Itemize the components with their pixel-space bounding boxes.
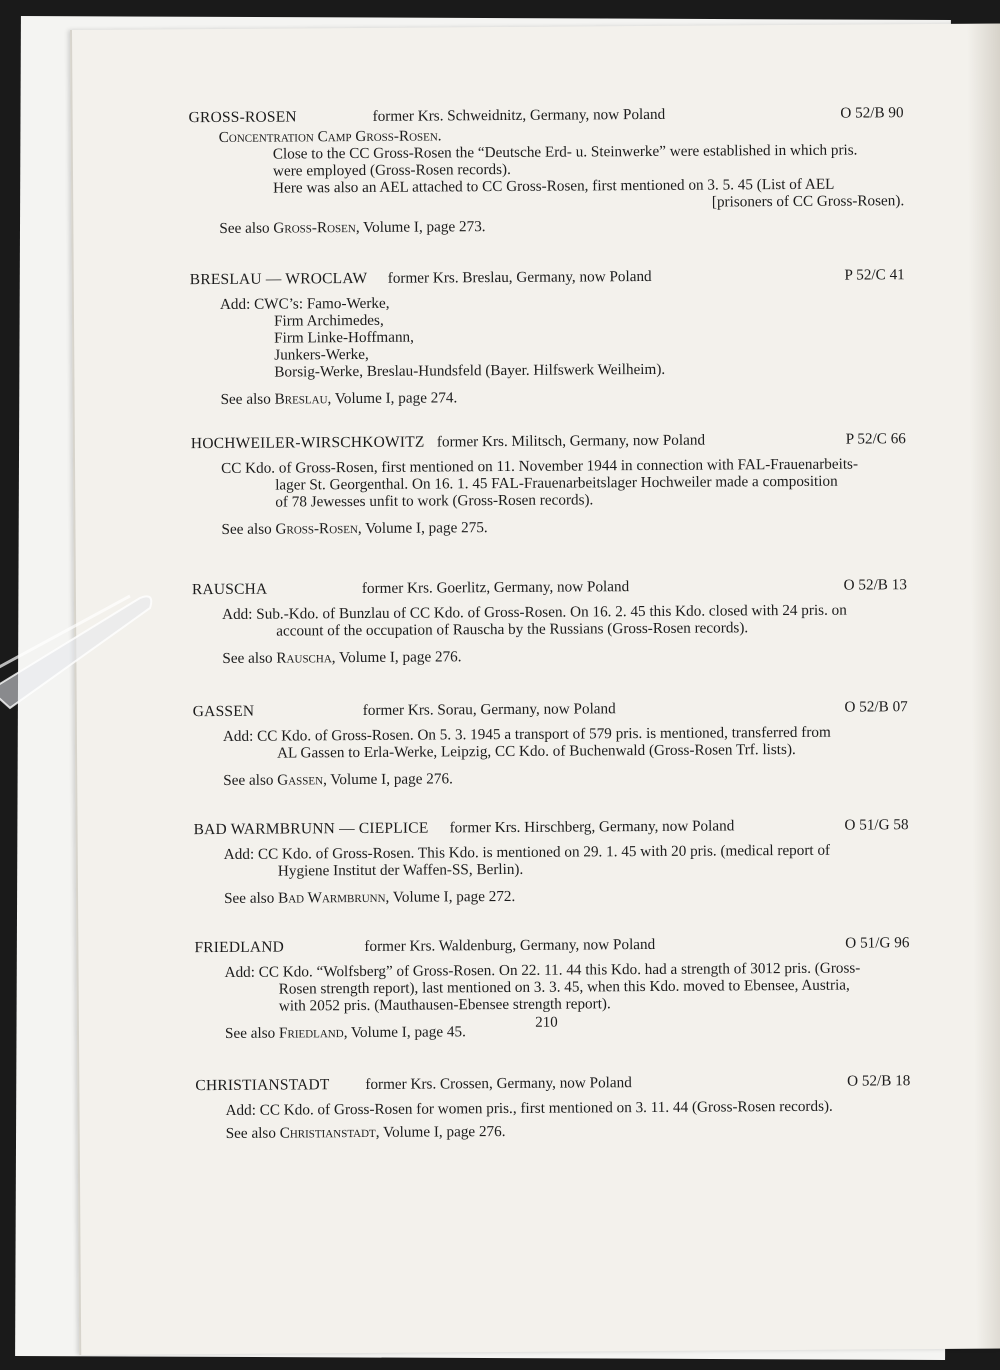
see-also-ref: , Volume I, page 275. xyxy=(357,519,488,538)
entry-description: former Krs. Crossen, Germany, now Poland xyxy=(365,1074,632,1093)
entry-text-line: Add: CC Kdo. of Gross-Rosen. On 5. 3. 1945 a transport of 579 pris. is mentioned, transferred from xyxy=(222,723,831,745)
entry-gross-rosen xyxy=(189,104,905,237)
see-also-prefix: See also xyxy=(225,1124,276,1142)
entry-text-line: CC Kdo. of Gross-Rosen, first mentioned on 11. November 1944 in connection with FAL-Frauenarbeits- xyxy=(221,455,859,477)
see-also-place: Christianstadt xyxy=(279,1123,376,1142)
entry-breslau xyxy=(190,266,906,408)
see-also xyxy=(194,885,909,907)
entry-text-line: Firm Archimedes, xyxy=(273,311,384,330)
entry-text-line: lager St. Georgenthal. On 16. 1. 45 FAL-Frauenarbeitslager Hochweiler made a composition xyxy=(275,472,838,494)
see-also-place: Bad Warmbrunn xyxy=(278,888,386,907)
entry-code: O 52/B 13 xyxy=(843,576,907,594)
see-also xyxy=(191,386,906,408)
entry-text-line: AL Gassen to Erla-Werke, Leipzig, CC Kdo. of Buchenwald (Gross-Rosen Trf. lists). xyxy=(276,740,796,762)
document-page xyxy=(70,23,1000,1355)
see-also-prefix: See also xyxy=(220,390,271,408)
entry-description: former Krs. Militsch, Germany, now Poland xyxy=(436,431,706,451)
see-also-ref: , Volume I, page 274. xyxy=(327,389,458,408)
see-also-ref: , Volume I, page 273. xyxy=(355,218,486,237)
see-also-ref: , Volume I, page 276. xyxy=(322,770,453,789)
page-number: 210 xyxy=(535,1014,558,1031)
entry-description: former Krs. Hirschberg, Germany, now Poland xyxy=(449,817,735,837)
see-also xyxy=(189,215,904,237)
entry-text-line: Hygiene Institut der Waffen-SS, Berlin). xyxy=(277,860,524,880)
entry-text-line: Junkers-Werke, xyxy=(274,345,369,364)
see-also-prefix: See also xyxy=(224,1024,276,1042)
entry-code: P 52/C 41 xyxy=(844,266,905,284)
entry-place: GASSEN xyxy=(192,702,255,721)
entry-place: FRIEDLAND xyxy=(194,938,285,957)
entry-place: GROSS-ROSEN xyxy=(188,108,297,127)
entry-text-line: of 78 Jewesses unfit to work (Gross-Rosen records). xyxy=(275,491,594,511)
entry-description: former Krs. Sorau, Germany, now Poland xyxy=(362,700,616,719)
entry-place: HOCHWEILER-WIRSCHKOWITZ xyxy=(190,433,425,453)
see-also-place: Gassen xyxy=(277,771,324,789)
entry-text-line: Here was also an AEL attached to CC Gross-Rosen, first mentioned on 3. 5. 45 (List of AEL xyxy=(273,175,835,197)
see-also-prefix: See also xyxy=(219,219,270,237)
see-also-place: Gross-Rosen xyxy=(275,520,358,538)
see-also xyxy=(192,645,907,667)
entry-text-line: with 2052 pris. (Mauthausen-Ebensee strength report). xyxy=(278,995,611,1015)
entry-rauscha xyxy=(192,576,908,667)
see-also-place: Breslau xyxy=(274,390,328,408)
entry-text-line: account of the occupation of Rauscha by the Russians (Gross-Rosen records). xyxy=(276,619,749,640)
see-also-place: Gross-Rosen xyxy=(273,219,356,237)
entry-text-line: Close to the CC Gross-Rosen the “Deutsche Erd- u. Steinwerke” were established in which pris. xyxy=(272,141,858,163)
entry-description: former Krs. Schweidnitz, Germany, now Poland xyxy=(372,105,666,125)
entry-text-line: Add: Sub.-Kdo. of Bunzlau of CC Kdo. of Gross-Rosen. On 16. 2. 45 this Kdo. closed with 24 pris. on xyxy=(222,601,847,623)
entry-bad-warmbrunn xyxy=(194,816,910,907)
see-also-place: Friedland xyxy=(278,1024,344,1042)
entry-hochweiler xyxy=(191,430,907,538)
entry-code: O 51/G 96 xyxy=(845,934,910,952)
entry-text-line: Add: CC Kdo. of Gross-Rosen. This Kdo. is mentioned on 29. 1. 45 with 20 pris. (medical report of xyxy=(223,841,831,863)
entry-description: former Krs. Goerlitz, Germany, now Poland xyxy=(361,578,630,597)
see-also xyxy=(191,516,906,538)
entry-description: former Krs. Breslau, Germany, now Poland xyxy=(387,267,652,287)
entry-christianstadt xyxy=(195,1072,910,1142)
entry-description: former Krs. Waldenburg, Germany, now Poland xyxy=(364,935,656,955)
entry-place: CHRISTIANSTADT xyxy=(195,1076,330,1095)
entry-text-line: Add: CC Kdo. of Gross-Rosen for women pris., first mentioned on 3. 11. 44 (Gross-Rosen records). xyxy=(225,1097,833,1119)
entry-text-line: Firm Linke-Hoffmann, xyxy=(274,328,414,347)
see-also-prefix: See also xyxy=(221,520,272,538)
entry-place: BAD WARMBRUNN — CIEPLICE xyxy=(193,819,429,839)
entry-code: P 52/C 66 xyxy=(845,430,906,448)
see-also-prefix: See also xyxy=(224,889,275,907)
see-also-place: Rauscha xyxy=(276,649,332,667)
entry-code: O 52/B 90 xyxy=(840,104,904,122)
entry-code: O 52/B 18 xyxy=(847,1072,911,1090)
see-also-ref: , Volume I, page 276. xyxy=(331,648,462,667)
entry-code: O 51/G 58 xyxy=(844,816,909,834)
see-also-prefix: See also xyxy=(222,649,273,667)
entry-text-line: were employed (Gross-Rosen records). xyxy=(272,160,511,180)
see-also-ref: , Volume I, page 45. xyxy=(343,1023,466,1042)
camp-heading: Concentration Camp Gross-Rosen. xyxy=(218,127,442,146)
see-also-ref: , Volume I, page 272. xyxy=(385,887,516,906)
see-also-ref: , Volume I, page 276. xyxy=(375,1122,506,1141)
entry-text-line: Add: CC Kdo. “Wolfsberg” of Gross-Rosen. On 22. 11. 44 this Kdo. had a strength of 3012 pris. (Gross- xyxy=(224,959,861,981)
entry-place: RAUSCHA xyxy=(191,580,268,599)
entry-place: BRESLAU — WROCLAW xyxy=(189,269,368,289)
entry-text-line: Borsig-Werke, Breslau-Hundsfeld (Bayer. Hilfswerk Weilheim). xyxy=(274,360,666,381)
add-label: Add: xyxy=(219,295,251,313)
entry-text: CWC’s: Famo-Werke, xyxy=(254,294,390,313)
entry-text-line: [prisoners of CC Gross-Rosen). xyxy=(711,192,905,211)
see-also xyxy=(193,767,908,789)
see-also xyxy=(196,1120,911,1142)
entry-text-line: Rosen strength report), last mentioned on 3. 3. 45, when this Kdo. moved to Ebensee, Austria, xyxy=(278,976,850,998)
entry-gassen xyxy=(193,698,909,789)
tweezers-icon xyxy=(0,590,170,710)
entry-code: O 52/B 07 xyxy=(844,698,908,716)
see-also-prefix: See also xyxy=(223,771,274,789)
